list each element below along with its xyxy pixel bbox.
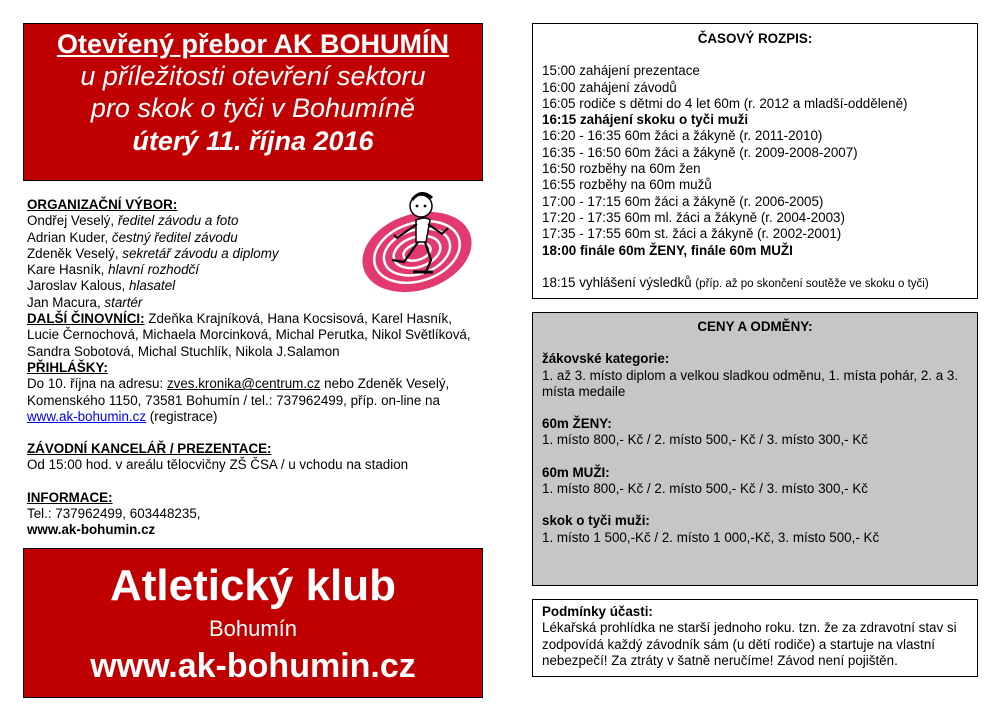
schedule-row: 16:15 zahájení skoku o tyči muži [542, 112, 749, 128]
club-banner [23, 548, 483, 698]
event-subtitle-2: pro skok o tyči v Bohumíně [90, 93, 416, 123]
schedule-row: 17:00 - 17:15 60m žáci a žákyně (r. 2006-2005) [542, 193, 824, 209]
office-heading: ZÁVODNÍ KANCELÁŘ / PREZENTACE: [27, 441, 272, 457]
prize-category-text: 1. až 3. místo diplom a velkou sladkou odměnu, 1. místa pohár, 2. a 3. místa medaile [542, 367, 959, 399]
organizer-row: Jan Macura, startér [27, 294, 143, 310]
organizer-row: Kare Hasník, hlavní rozhodčí [27, 262, 199, 278]
info-section [27, 197, 487, 539]
registration-heading: PŘIHLÁŠKY: [27, 359, 108, 375]
prize-category-name: žákovské kategorie: [542, 351, 670, 367]
prizes-box [532, 312, 978, 586]
email-link[interactable]: zves.kronika@centrum.cz [166, 376, 321, 392]
organizer-row: Zdeněk Veselý, sekretář závodu a diplomy [27, 245, 279, 261]
event-header [23, 23, 483, 181]
schedule-list [542, 63, 977, 259]
conditions-box [532, 599, 978, 677]
club-city: Bohumín [208, 616, 298, 641]
schedule-row: 17:20 - 17:35 60m ml. žáci a žákyně (r. 2004-2003) [542, 209, 845, 225]
prizes-title: CENY A ODMĚNY: [697, 319, 813, 334]
schedule-row: 18:15 vyhlášení výsledků (příp. až po skončení soutěže ve skoku o tyči) [542, 274, 929, 290]
registration-text: Do 10. října na adresu: zves.kronika@centrum.cz nebo Zdeněk Veselý, Komenského 1150, 73581 Bohumín / tel.: 737962499, příp. on-line na www.ak-bohumin.cz (registrace) [27, 376, 450, 424]
prize-category-name: skok o tyči muži: [542, 513, 650, 529]
prize-category-name: 60m ŽENY: [542, 416, 612, 432]
event-date: úterý 11. října 2016 [132, 126, 374, 156]
schedule-row: 16:20 - 16:35 60m žáci a žákyně (r. 2011-2010) [542, 128, 823, 144]
schedule-title: ČASOVÝ ROZPIS: [697, 31, 813, 46]
conditions-title: Podmínky účasti: [542, 604, 653, 619]
schedule-row: 16:35 - 16:50 60m žáci a žákyně (r. 2009-2008-2007) [542, 144, 858, 160]
schedule-row: 16:55 rozběhy na 60m mužů [542, 177, 712, 193]
organizer-row: Ondřej Veselý, ředitel závodu a foto [27, 213, 239, 229]
organizers-heading: ORGANIZAČNÍ VÝBOR: [27, 197, 178, 212]
schedule-row: 16:05 rodiče s dětmi do 4 let 60m (r. 2012 a mladší-odděleně) [542, 95, 908, 111]
schedule-row: 18:00 finále 60m ŽENY, finále 60m MUŽI [542, 242, 793, 258]
schedule-row: 17:35 - 17:55 60m st. žáci a žákyně (r. 2002-2001) [542, 226, 842, 242]
web-link[interactable]: www.ak-bohumin.cz [27, 408, 147, 424]
event-title: Otevřený přebor AK BOHUMÍN [56, 29, 450, 59]
prize-category-name: 60m MUŽI: [542, 464, 610, 480]
information-web[interactable]: www.ak-bohumin.cz [27, 522, 156, 538]
prizes-list [542, 351, 977, 546]
club-name: Atletický klub [109, 561, 397, 610]
information-heading: INFORMACE: [27, 489, 113, 505]
schedule-row: 15:00 zahájení prezentace [542, 63, 700, 79]
other-officials: DALŠÍ ČINOVNÍCI: Zdeňka Krajníková, Hana Kocsisová, Karel Hasník, Lucie Černochová, Michaela Morcinková, Michal Perutka, Nikol Světlíková, Sandra Sobotová, Michal Stuchlík, Nikola J.Salamon [27, 311, 471, 359]
office-text: Od 15:00 hod. v areálu tělocvičny ZŠ ČSA / u vchodu na stadion [27, 457, 409, 473]
prize-category-text: 1. místo 800,- Kč / 2. místo 500,- Kč / 3. místo 300,- Kč [542, 481, 868, 497]
organizer-row: Adrian Kuder, čestný ředitel závodu [27, 229, 238, 245]
information-phone: Tel.: 737962499, 603448235, [27, 506, 201, 522]
prize-category-text: 1. místo 1 500,-Kč / 2. místo 1 000,-Kč, 3. místo 500,- Kč [542, 529, 880, 545]
event-subtitle-1: u příležitosti otevření sektoru [80, 61, 426, 91]
schedule-box [532, 23, 978, 299]
prize-category-text: 1. místo 800,- Kč / 2. místo 500,- Kč / 3. místo 300,- Kč [542, 432, 868, 448]
organizer-row: Jaroslav Kalous, hlasatel [27, 278, 176, 294]
club-web[interactable]: www.ak-bohumin.cz [90, 647, 416, 685]
schedule-row: 16:00 zahájení závodů [542, 79, 677, 95]
schedule-row: 16:50 rozběhy na 60m žen [542, 161, 701, 177]
conditions-text: Lékařská prohlídka ne starší jednoho roku. tzn. že za zdravotní stav si zodpovídá každý závodník sám (u dětí rodiče) a startuje na vlastní nebezpečí! Za ztráty v šatně neručíme! Závod není pojištěn. [542, 620, 957, 668]
